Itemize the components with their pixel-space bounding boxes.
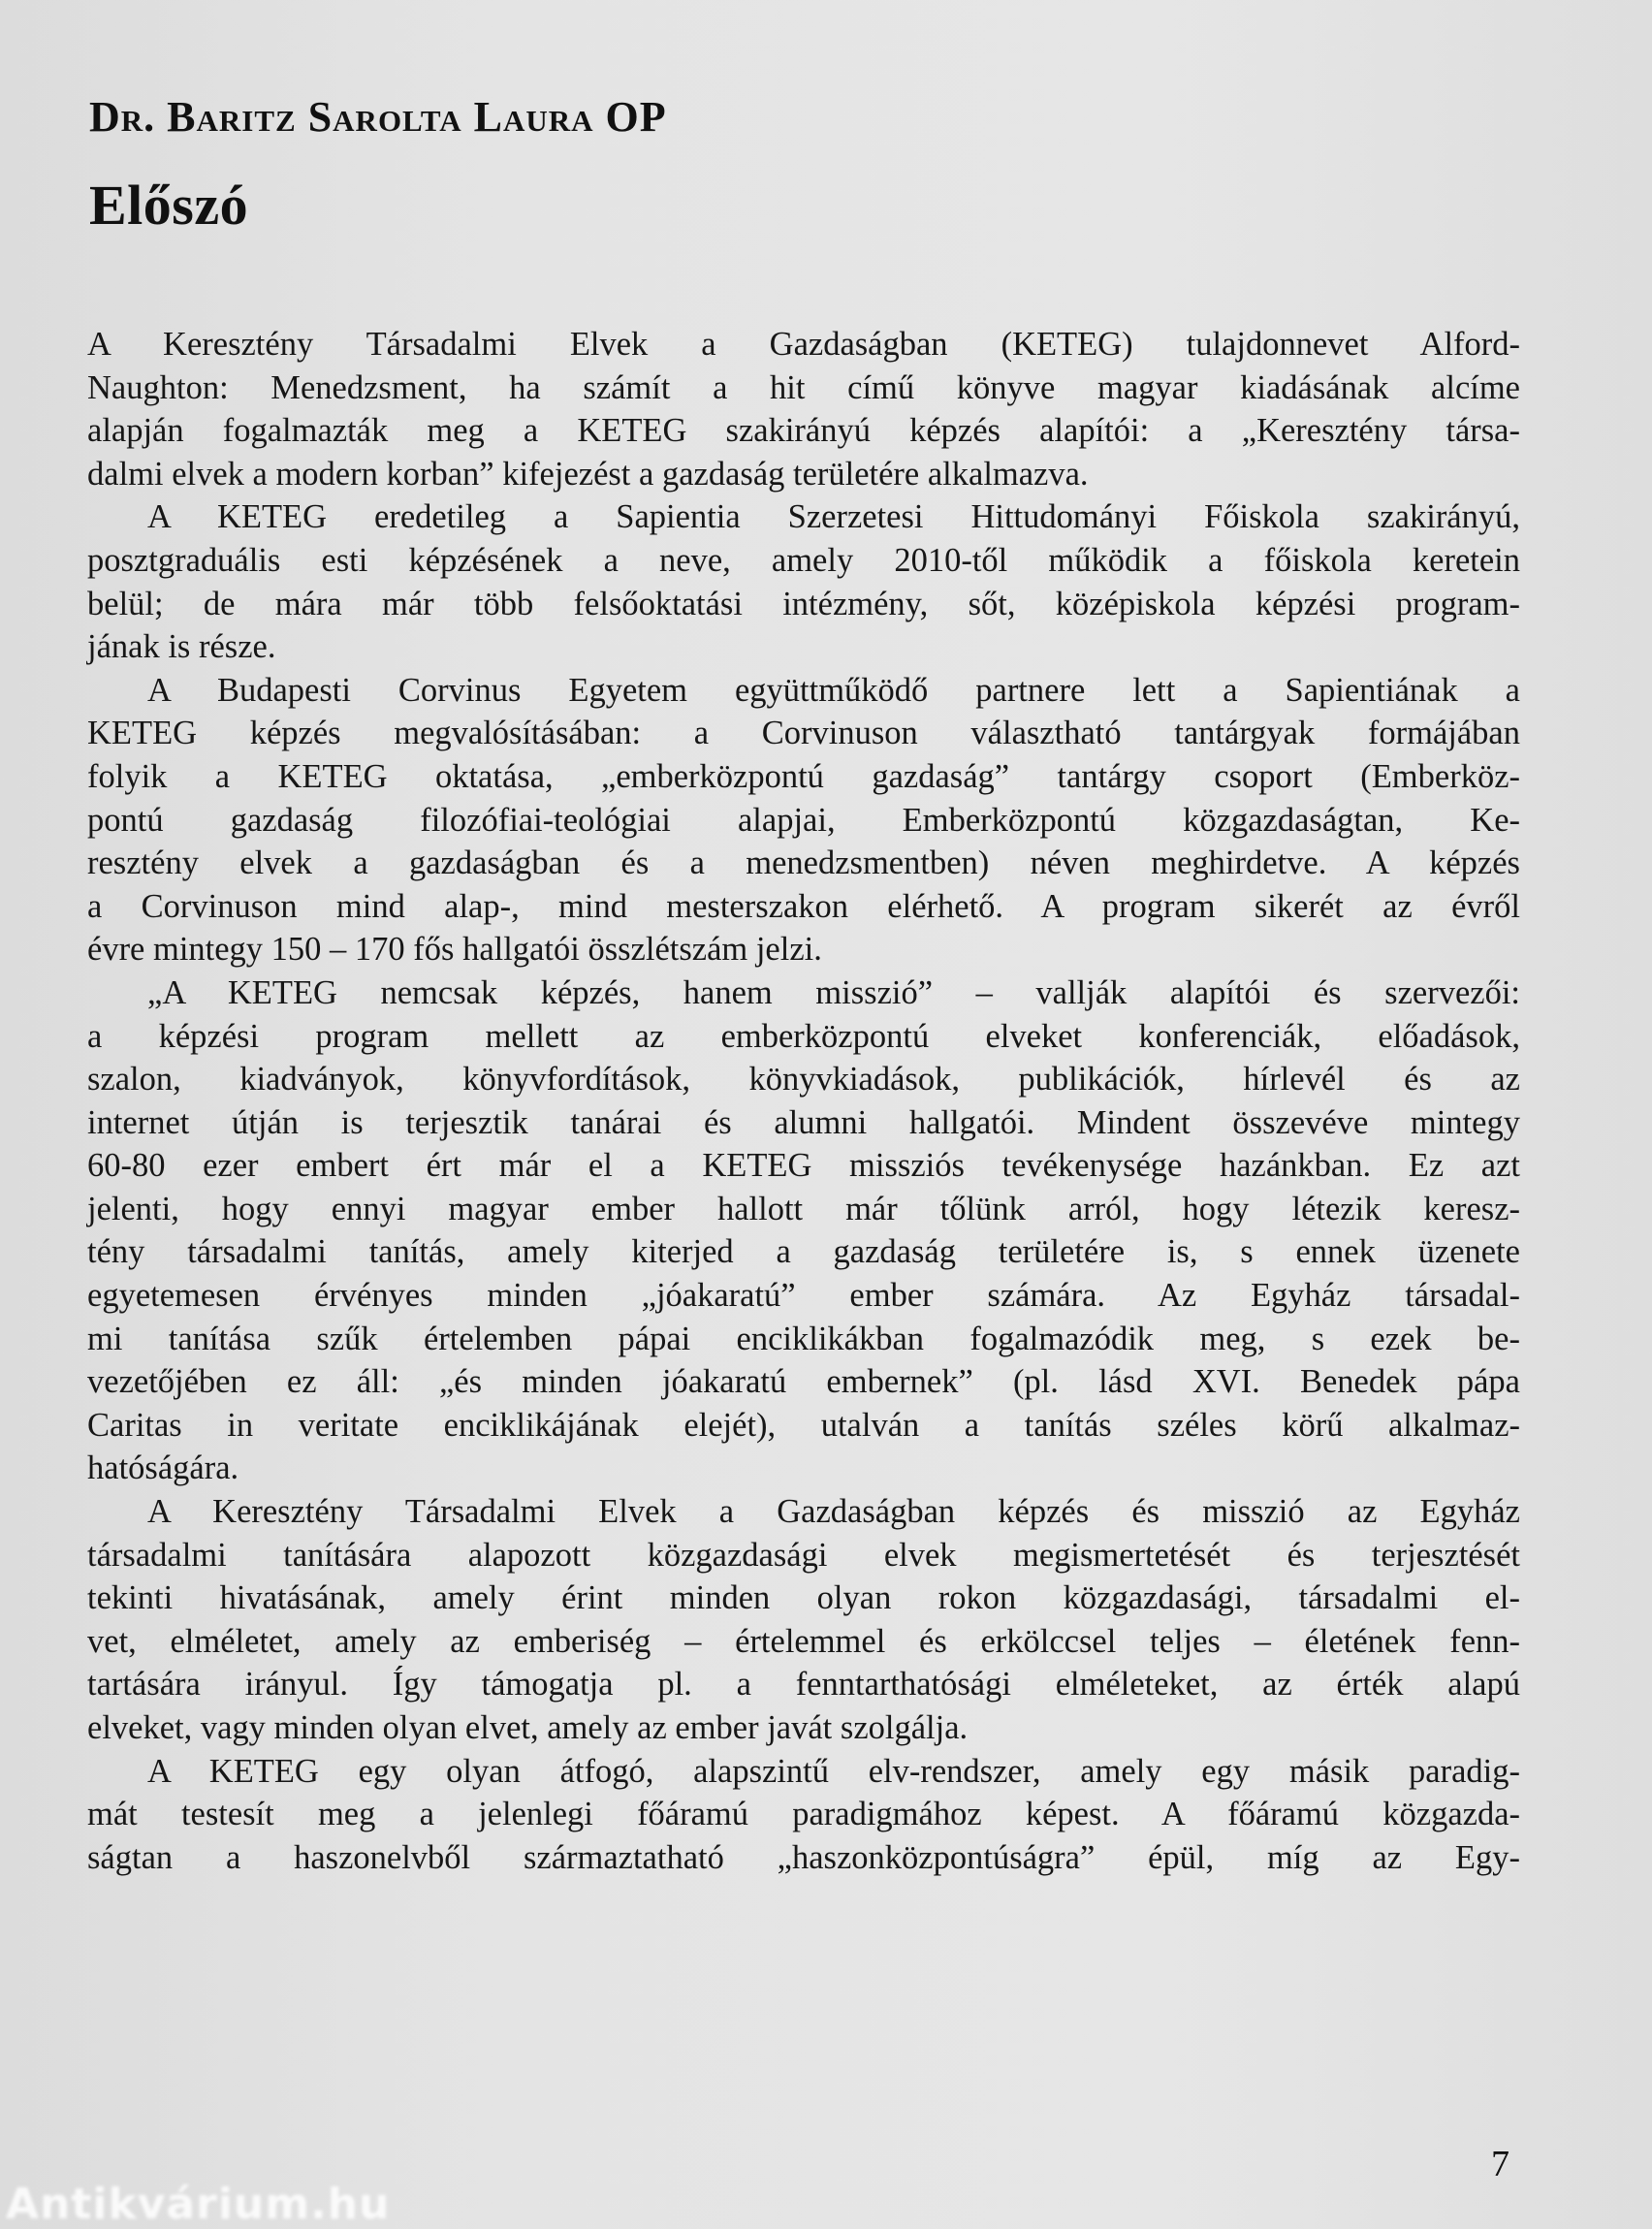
text-line: jának is része. [87, 628, 276, 666]
text-line: A Keresztény Társadalmi Elvek a Gazdaságban képzés és misszió az Egyház [147, 1493, 1520, 1531]
text-line: A KETEG eredetileg a Sapientia Szerzetesi Hittudományi Főiskola szakirányú, [147, 498, 1520, 536]
chapter-title: Előszó [89, 174, 249, 237]
text-line: KETEG képzés megvalósításában: a Corvinuson választható tantárgyak formájában [87, 715, 1520, 752]
text-line: tény társadalmi tanítás, amely kiterjed a gazdaság területére is, s ennek üzenete [87, 1233, 1520, 1271]
text-line: szalon, kiadványok, könyvfordítások, könyvkiadások, publikációk, hírlevél és az [87, 1061, 1520, 1099]
text-line: évre mintegy 150 – 170 fős hallgatói összlétszám jelzi. [87, 931, 822, 969]
text-line: Naughton: Menedzsment, ha számít a hit című könyve magyar kiadásának alcíme [87, 368, 1520, 406]
paragraph [87, 669, 1520, 971]
text-line: a Corvinuson mind alap-, mind mesterszakon elérhető. A program sikerét az évről [87, 887, 1520, 925]
text-line: társadalmi tanítására alapozott közgazdasági elvek megismertetését és terjesztését [87, 1536, 1520, 1574]
text-line: A Keresztény Társadalmi Elvek a Gazdaságban (KETEG) tulajdonnevet Alford- [87, 326, 1520, 363]
text-line: A KETEG egy olyan átfogó, alapszintű elv-rendszer, amely egy másik paradig- [147, 1752, 1520, 1790]
text-line: ságtan a haszonelvből származtatható „haszonközpontúságra” épül, míg az Egy- [87, 1838, 1520, 1876]
text-line: A Budapesti Corvinus Egyetem együttműködő partnere lett a Sapientiának a [147, 671, 1520, 709]
text-line: alapján fogalmazták meg a KETEG szakirányú képzés alapítói: a „Keresztény társa- [87, 412, 1520, 450]
paragraph [87, 971, 1520, 1490]
text-line: tekinti hivatásának, amely érint minden olyan rokon közgazdasági, társadalmi el- [87, 1579, 1520, 1617]
text-line: hatóságára. [87, 1449, 239, 1487]
paragraph [87, 495, 1520, 668]
text-line: 60-80 ezer embert ért már el a KETEG missziós tevékenysége hazánkban. Ez azt [87, 1147, 1520, 1185]
text-line: folyik a KETEG oktatása, „emberközpontú gazdaság” tantárgy csoport (Emberköz- [87, 757, 1520, 795]
paragraph [87, 1750, 1520, 1880]
text-line: mát testesít meg a jelenlegi főáramú paradigmához képest. A főáramú közgazda- [87, 1796, 1520, 1833]
text-line: tartására irányul. Így támogatja pl. a fenntarthatósági elméleteket, az érték alapú [87, 1666, 1520, 1704]
body-text [87, 323, 1520, 1879]
text-line: belül; de mára már több felsőoktatási intézmény, sőt, középiskola képzési program- [87, 585, 1520, 622]
text-line: vet, elméletet, amely az emberiség – értelemmel és erkölccsel teljes – életének fenn- [87, 1622, 1520, 1660]
text-line: elveket, vagy minden olyan elvet, amely az ember javát szolgálja. [87, 1709, 969, 1746]
page-number: 7 [1491, 2144, 1509, 2184]
text-line: internet útján is terjesztik tanárai és alumni hallgatói. Mindent összevéve mintegy [87, 1103, 1520, 1141]
text-line: „A KETEG nemcsak képzés, hanem misszió” – vallják alapítói és szervezői: [147, 973, 1520, 1011]
text-line: jelenti, hogy ennyi magyar ember hallott már tőlünk arról, hogy létezik keresz- [87, 1190, 1520, 1227]
text-line: egyetemesen érvényes minden „jóakaratú” ember számára. Az Egyház társadal- [87, 1277, 1520, 1315]
text-line: vezetőjében ez áll: „és minden jóakaratú embernek” (pl. lásd XVI. Benedek pápa [87, 1363, 1520, 1401]
text-line: posztgraduális esti képzésének a neve, amely 2010-től működik a főiskola keretein [87, 541, 1520, 579]
text-line: dalmi elvek a modern korban” kifejezést a gazdaság területére alkalmazva. [87, 455, 1089, 493]
text-line: mi tanítása szűk értelemben pápai enciklikákban fogalmazódik meg, s ezek be- [87, 1320, 1520, 1357]
watermark: Antikvárium.hu [6, 2180, 391, 2229]
text-line: pontú gazdaság filozófiai-teológiai alapjai, Emberközpontú közgazdaságtan, Ke- [87, 801, 1520, 839]
author-name: Dr. Baritz Sarolta Laura OP [89, 93, 667, 141]
text-line: Caritas in veritate enciklikájának elejét), utalván a tanítás széles körű alkalmaz- [87, 1406, 1520, 1444]
text-line: a képzési program mellett az emberközpontú elveket konferenciák, előadások, [87, 1017, 1520, 1055]
paragraph [87, 323, 1520, 495]
text-line: resztény elvek a gazdaságban és a menedzsmentben) néven meghirdetve. A képzés [87, 844, 1520, 882]
paragraph [87, 1490, 1520, 1750]
